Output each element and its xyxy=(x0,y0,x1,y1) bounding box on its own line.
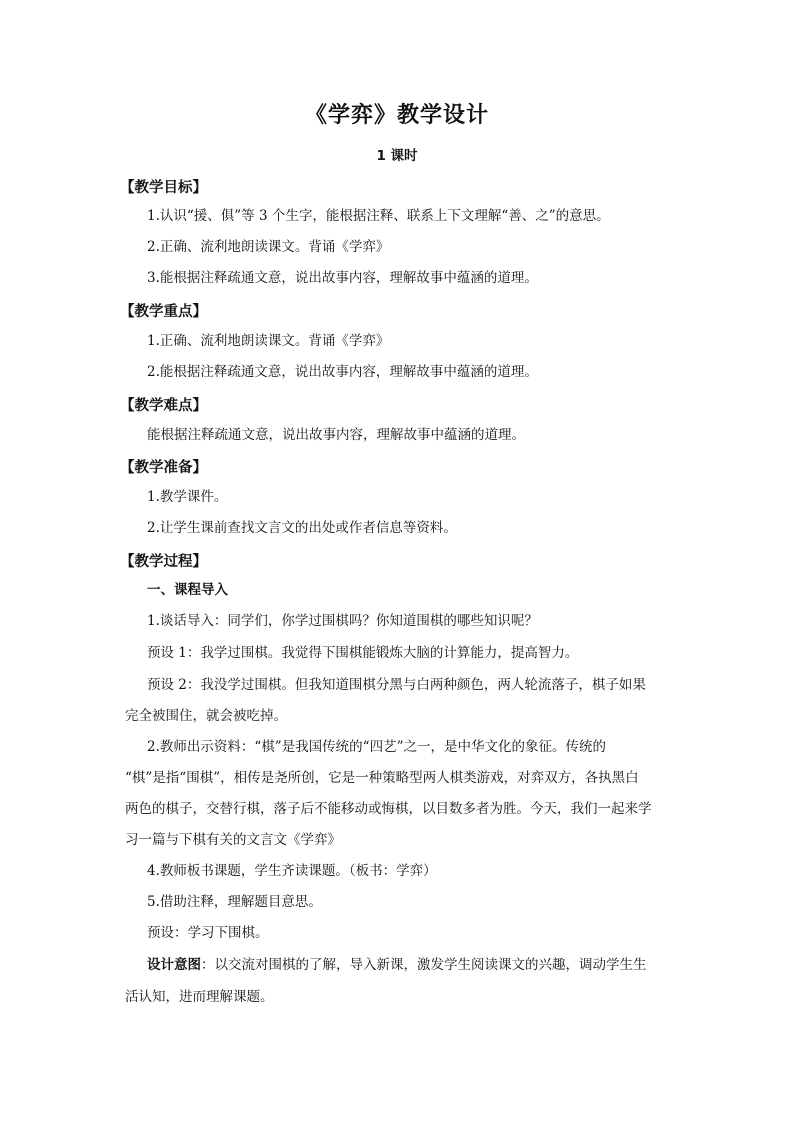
process-paragraph-4-line-2: “棋”是指“围棋”，相传是尧所创，它是一种策略型两人棋类游戏，对弈双方，各执黑白 xyxy=(125,770,639,786)
preparation-item-2: 2.让学生课前查找文言文的出处或作者信息等资料。 xyxy=(147,520,457,536)
process-paragraph-6: 5.借助注释，理解题目意思。 xyxy=(147,894,322,910)
key-points-item-2: 2.能根据注释疏通文意，说出故事内容，理解故事中蕴涵的道理。 xyxy=(147,364,538,380)
goals-heading: 【教学目标】 xyxy=(120,180,207,196)
document-subtitle: 1 课时 xyxy=(376,148,418,164)
design-intent-line-2: 活认知，进而理解课题。 xyxy=(125,989,274,1005)
process-paragraph-2: 预设 1：我学过围棋。我觉得下围棋能锻炼大脑的计算能力，提高智力。 xyxy=(147,645,579,661)
preparation-heading: 【教学准备】 xyxy=(120,460,207,476)
preparation-item-1: 1.教学课件。 xyxy=(147,489,228,505)
process-paragraph-5: 4.教师板书课题，学生齐读课题。（板书：学弈） xyxy=(147,863,437,879)
process-part1-title: 一、课程导入 xyxy=(147,582,228,598)
design-intent-text: ：以交流对围棋的了解，导入新课，激发学生阅读课文的兴趣，调动学生生 xyxy=(201,957,647,973)
difficulties-heading: 【教学难点】 xyxy=(120,398,207,414)
design-intent-line-1 xyxy=(147,955,647,975)
process-paragraph-3-line-1: 预设 2：我没学过围棋。但我知道围棋分黑与白两种颜色，两人轮流落子，棋子如果 xyxy=(147,677,646,693)
process-paragraph-1: 1.谈话导入：同学们，你学过围棋吗？你知道围棋的哪些知识呢？ xyxy=(147,613,538,629)
process-paragraph-7: 预设：学习下围棋。 xyxy=(147,925,269,941)
difficulties-item-1: 能根据注释疏通文意，说出故事内容，理解故事中蕴涵的道理。 xyxy=(147,427,525,443)
process-heading: 【教学过程】 xyxy=(120,554,207,570)
process-paragraph-4-line-3: 两色的棋子，交替行棋，落子后不能移动或悔棋，以目数多者为胜。今天，我们一起来学 xyxy=(125,801,652,817)
key-points-heading: 【教学重点】 xyxy=(120,304,207,320)
document-title: 《学弈》教学设计 xyxy=(304,103,489,128)
key-points-item-1: 1.正确、流利地朗读课文。背诵《学弈》 xyxy=(147,333,390,349)
goals-item-2: 2.正确、流利地朗读课文。背诵《学弈》 xyxy=(147,239,390,255)
goals-item-1: 1.认识“援、俱”等 3 个生字，能根据注释、联系上下文理解“善、之”的意思。 xyxy=(147,208,610,224)
design-intent-label: 设计意图 xyxy=(147,957,201,973)
process-paragraph-4-line-4: 习一篇与下棋有关的文言文《学弈》 xyxy=(125,832,341,848)
goals-item-3: 3.能根据注释疏通文意，说出故事内容，理解故事中蕴涵的道理。 xyxy=(147,270,538,286)
process-paragraph-4-line-1: 2.教师出示资料：“棋”是我国传统的“四艺”之一，是中华文化的象征。传统的 xyxy=(147,739,606,755)
process-paragraph-3-line-2: 完全被围住，就会被吃掉。 xyxy=(125,708,287,724)
